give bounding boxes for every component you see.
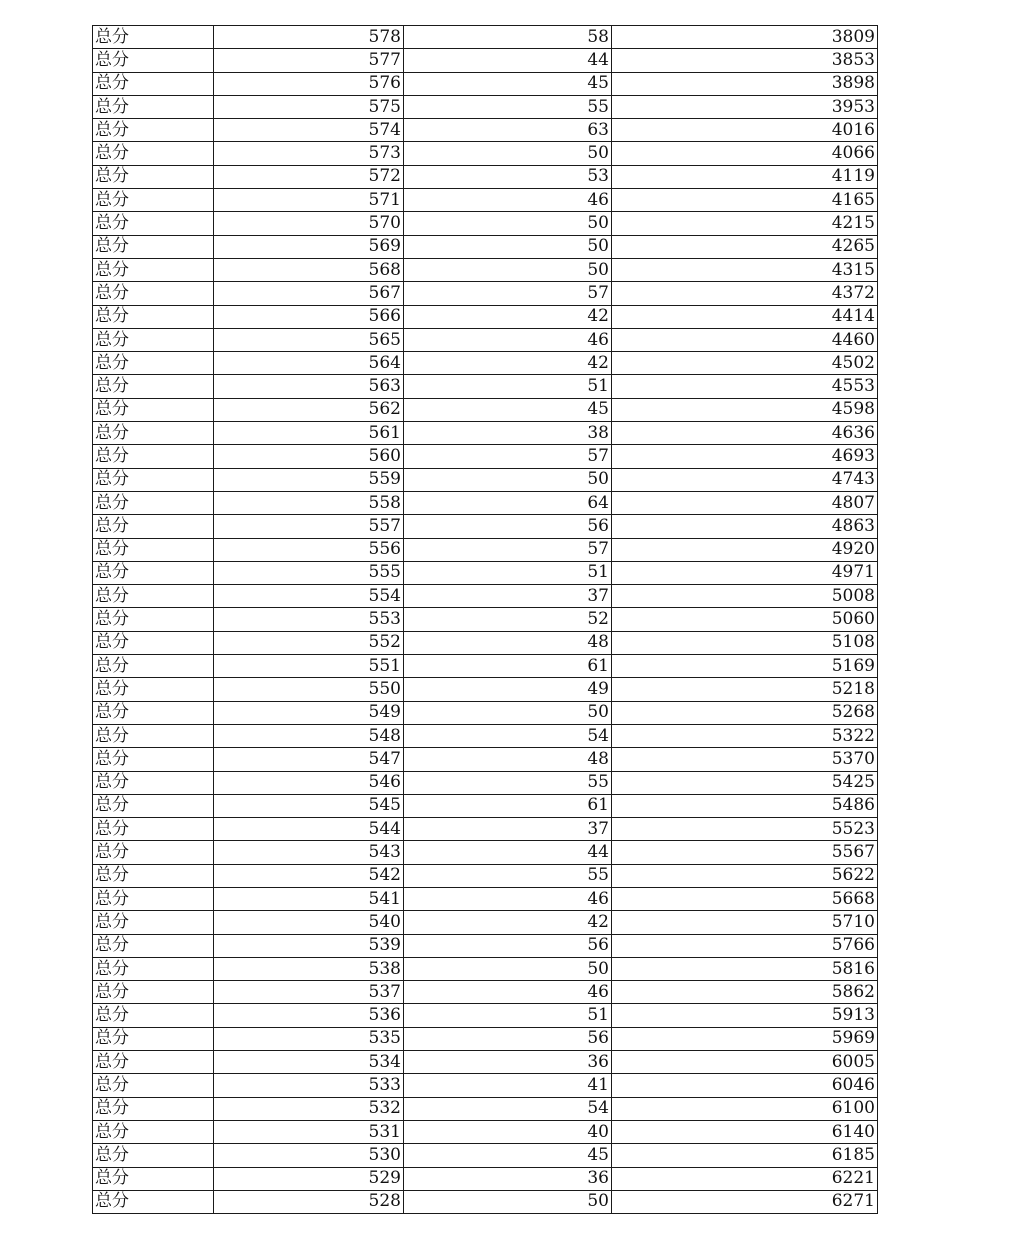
count-cell: 46 [404,981,612,1004]
cumulative-cell: 4215 [612,212,878,235]
count-cell: 50 [404,212,612,235]
cumulative-cell: 5268 [612,701,878,724]
table-row [93,981,878,1004]
cumulative-cell: 4636 [612,422,878,445]
cumulative-cell: 4414 [612,305,878,328]
table-row [93,49,878,72]
score-cell: 554 [214,585,404,608]
count-cell: 50 [404,235,612,258]
count-cell: 42 [404,305,612,328]
table-row [93,1051,878,1074]
score-cell: 552 [214,631,404,654]
count-cell: 46 [404,887,612,910]
table-row [93,655,878,678]
table-row [93,887,878,910]
count-cell: 54 [404,724,612,747]
score-cell: 536 [214,1004,404,1027]
score-cell: 530 [214,1144,404,1167]
count-cell: 57 [404,538,612,561]
table-row [93,1144,878,1167]
cumulative-cell: 4372 [612,282,878,305]
cumulative-cell: 4598 [612,398,878,421]
count-cell: 50 [404,1190,612,1213]
subject-cell: 总分 [93,119,214,142]
cumulative-cell: 4265 [612,235,878,258]
score-distribution-table [92,25,878,1214]
cumulative-cell: 5425 [612,771,878,794]
score-cell: 563 [214,375,404,398]
table-row [93,445,878,468]
cumulative-cell: 4553 [612,375,878,398]
score-cell: 532 [214,1097,404,1120]
subject-cell: 总分 [93,1167,214,1190]
subject-cell: 总分 [93,375,214,398]
count-cell: 52 [404,608,612,631]
table-row [93,375,878,398]
table-row [93,911,878,934]
table-row [93,515,878,538]
score-cell: 551 [214,655,404,678]
score-cell: 550 [214,678,404,701]
cumulative-cell: 5008 [612,585,878,608]
table-row [93,1167,878,1190]
subject-cell: 总分 [93,142,214,165]
subject-cell: 总分 [93,678,214,701]
table-row [93,701,878,724]
score-cell: 573 [214,142,404,165]
score-cell: 576 [214,72,404,95]
subject-cell: 总分 [93,1004,214,1027]
score-cell: 557 [214,515,404,538]
cumulative-cell: 5322 [612,724,878,747]
count-cell: 57 [404,445,612,468]
cumulative-cell: 4863 [612,515,878,538]
table-row [93,212,878,235]
subject-cell: 总分 [93,841,214,864]
cumulative-cell: 6100 [612,1097,878,1120]
count-cell: 49 [404,678,612,701]
cumulative-cell: 5766 [612,934,878,957]
count-cell: 48 [404,748,612,771]
cumulative-cell: 5108 [612,631,878,654]
subject-cell: 总分 [93,818,214,841]
count-cell: 42 [404,352,612,375]
subject-cell: 总分 [93,305,214,328]
score-cell: 574 [214,119,404,142]
cumulative-cell: 5862 [612,981,878,1004]
count-cell: 56 [404,515,612,538]
subject-cell: 总分 [93,724,214,747]
subject-cell: 总分 [93,328,214,351]
score-cell: 577 [214,49,404,72]
count-cell: 45 [404,72,612,95]
cumulative-cell: 5622 [612,864,878,887]
score-cell: 547 [214,748,404,771]
table-row [93,608,878,631]
table-row [93,165,878,188]
score-cell: 540 [214,911,404,934]
table-row [93,678,878,701]
cumulative-cell: 5060 [612,608,878,631]
count-cell: 48 [404,631,612,654]
cumulative-cell: 5816 [612,957,878,980]
score-cell: 543 [214,841,404,864]
table-row [93,631,878,654]
subject-cell: 总分 [93,748,214,771]
subject-cell: 总分 [93,26,214,49]
subject-cell: 总分 [93,538,214,561]
score-cell: 564 [214,352,404,375]
score-cell: 567 [214,282,404,305]
subject-cell: 总分 [93,491,214,514]
subject-cell: 总分 [93,468,214,491]
table-row [93,538,878,561]
count-cell: 54 [404,1097,612,1120]
count-cell: 64 [404,491,612,514]
subject-cell: 总分 [93,701,214,724]
subject-cell: 总分 [93,422,214,445]
count-cell: 37 [404,818,612,841]
count-cell: 56 [404,934,612,957]
cumulative-cell: 4165 [612,189,878,212]
score-cell: 546 [214,771,404,794]
score-cell: 578 [214,26,404,49]
table-row [93,818,878,841]
score-cell: 556 [214,538,404,561]
count-cell: 63 [404,119,612,142]
score-cell: 560 [214,445,404,468]
table-row [93,1097,878,1120]
cumulative-cell: 5218 [612,678,878,701]
cumulative-cell: 5370 [612,748,878,771]
score-cell: 558 [214,491,404,514]
count-cell: 61 [404,794,612,817]
subject-cell: 总分 [93,1190,214,1213]
table-row [93,422,878,445]
cumulative-cell: 6271 [612,1190,878,1213]
table-row [93,119,878,142]
count-cell: 40 [404,1120,612,1143]
cumulative-cell: 3853 [612,49,878,72]
score-table-body [93,26,878,1214]
score-cell: 571 [214,189,404,212]
cumulative-cell: 4971 [612,561,878,584]
subject-cell: 总分 [93,1144,214,1167]
subject-cell: 总分 [93,1120,214,1143]
subject-cell: 总分 [93,1051,214,1074]
table-row [93,1004,878,1027]
score-cell: 555 [214,561,404,584]
count-cell: 56 [404,1027,612,1050]
count-cell: 51 [404,561,612,584]
score-cell: 531 [214,1120,404,1143]
table-row [93,352,878,375]
count-cell: 51 [404,1004,612,1027]
table-row [93,26,878,49]
count-cell: 44 [404,841,612,864]
subject-cell: 总分 [93,655,214,678]
count-cell: 38 [404,422,612,445]
subject-cell: 总分 [93,1097,214,1120]
table-row [93,95,878,118]
cumulative-cell: 4119 [612,165,878,188]
score-cell: 549 [214,701,404,724]
score-cell: 528 [214,1190,404,1213]
count-cell: 50 [404,468,612,491]
cumulative-cell: 6046 [612,1074,878,1097]
count-cell: 45 [404,1144,612,1167]
cumulative-cell: 5523 [612,818,878,841]
count-cell: 36 [404,1051,612,1074]
count-cell: 42 [404,911,612,934]
table-row [93,1190,878,1213]
count-cell: 58 [404,26,612,49]
table-row [93,1027,878,1050]
table-row [93,398,878,421]
subject-cell: 总分 [93,258,214,281]
count-cell: 41 [404,1074,612,1097]
subject-cell: 总分 [93,864,214,887]
score-cell: 545 [214,794,404,817]
table-row [93,934,878,957]
count-cell: 50 [404,142,612,165]
cumulative-cell: 6185 [612,1144,878,1167]
count-cell: 37 [404,585,612,608]
subject-cell: 总分 [93,49,214,72]
cumulative-cell: 6005 [612,1051,878,1074]
cumulative-cell: 6140 [612,1120,878,1143]
subject-cell: 总分 [93,515,214,538]
subject-cell: 总分 [93,189,214,212]
subject-cell: 总分 [93,911,214,934]
table-row [93,561,878,584]
subject-cell: 总分 [93,887,214,910]
table-row [93,235,878,258]
score-cell: 568 [214,258,404,281]
subject-cell: 总分 [93,398,214,421]
cumulative-cell: 4315 [612,258,878,281]
count-cell: 53 [404,165,612,188]
score-cell: 538 [214,957,404,980]
score-cell: 572 [214,165,404,188]
count-cell: 57 [404,282,612,305]
table-row [93,794,878,817]
count-cell: 55 [404,771,612,794]
score-cell: 575 [214,95,404,118]
table-row [93,491,878,514]
subject-cell: 总分 [93,608,214,631]
table-row [93,305,878,328]
count-cell: 50 [404,701,612,724]
table-row [93,771,878,794]
cumulative-cell: 3898 [612,72,878,95]
subject-cell: 总分 [93,72,214,95]
cumulative-cell: 4016 [612,119,878,142]
cumulative-cell: 5486 [612,794,878,817]
table-row [93,585,878,608]
count-cell: 44 [404,49,612,72]
count-cell: 45 [404,398,612,421]
subject-cell: 总分 [93,561,214,584]
table-row [93,724,878,747]
subject-cell: 总分 [93,1027,214,1050]
subject-cell: 总分 [93,981,214,1004]
cumulative-cell: 4066 [612,142,878,165]
score-cell: 553 [214,608,404,631]
score-cell: 548 [214,724,404,747]
subject-cell: 总分 [93,1074,214,1097]
count-cell: 46 [404,189,612,212]
cumulative-cell: 4693 [612,445,878,468]
subject-cell: 总分 [93,631,214,654]
subject-cell: 总分 [93,352,214,375]
table-row [93,864,878,887]
cumulative-cell: 5913 [612,1004,878,1027]
table-row [93,258,878,281]
cumulative-cell: 5710 [612,911,878,934]
cumulative-cell: 3809 [612,26,878,49]
score-cell: 562 [214,398,404,421]
score-cell: 559 [214,468,404,491]
subject-cell: 总分 [93,585,214,608]
subject-cell: 总分 [93,445,214,468]
table-row [93,1120,878,1143]
subject-cell: 总分 [93,282,214,305]
table-row [93,328,878,351]
subject-cell: 总分 [93,957,214,980]
count-cell: 51 [404,375,612,398]
cumulative-cell: 4743 [612,468,878,491]
score-cell: 565 [214,328,404,351]
cumulative-cell: 3953 [612,95,878,118]
score-cell: 539 [214,934,404,957]
subject-cell: 总分 [93,95,214,118]
subject-cell: 总分 [93,771,214,794]
score-cell: 542 [214,864,404,887]
cumulative-cell: 4502 [612,352,878,375]
subject-cell: 总分 [93,212,214,235]
subject-cell: 总分 [93,235,214,258]
count-cell: 55 [404,95,612,118]
count-cell: 36 [404,1167,612,1190]
cumulative-cell: 5969 [612,1027,878,1050]
subject-cell: 总分 [93,165,214,188]
score-cell: 529 [214,1167,404,1190]
cumulative-cell: 5567 [612,841,878,864]
score-cell: 537 [214,981,404,1004]
score-cell: 569 [214,235,404,258]
count-cell: 61 [404,655,612,678]
table-row [93,189,878,212]
score-cell: 534 [214,1051,404,1074]
table-row [93,142,878,165]
table-row [93,957,878,980]
count-cell: 46 [404,328,612,351]
score-cell: 535 [214,1027,404,1050]
score-cell: 561 [214,422,404,445]
cumulative-cell: 4920 [612,538,878,561]
cumulative-cell: 4460 [612,328,878,351]
count-cell: 55 [404,864,612,887]
cumulative-cell: 5668 [612,887,878,910]
table-row [93,841,878,864]
score-cell: 544 [214,818,404,841]
cumulative-cell: 4807 [612,491,878,514]
subject-cell: 总分 [93,794,214,817]
count-cell: 50 [404,258,612,281]
table-row [93,468,878,491]
table-row [93,282,878,305]
score-cell: 541 [214,887,404,910]
subject-cell: 总分 [93,934,214,957]
table-row [93,72,878,95]
score-cell: 570 [214,212,404,235]
cumulative-cell: 6221 [612,1167,878,1190]
score-cell: 533 [214,1074,404,1097]
count-cell: 50 [404,957,612,980]
table-row [93,748,878,771]
score-cell: 566 [214,305,404,328]
cumulative-cell: 5169 [612,655,878,678]
table-row [93,1074,878,1097]
